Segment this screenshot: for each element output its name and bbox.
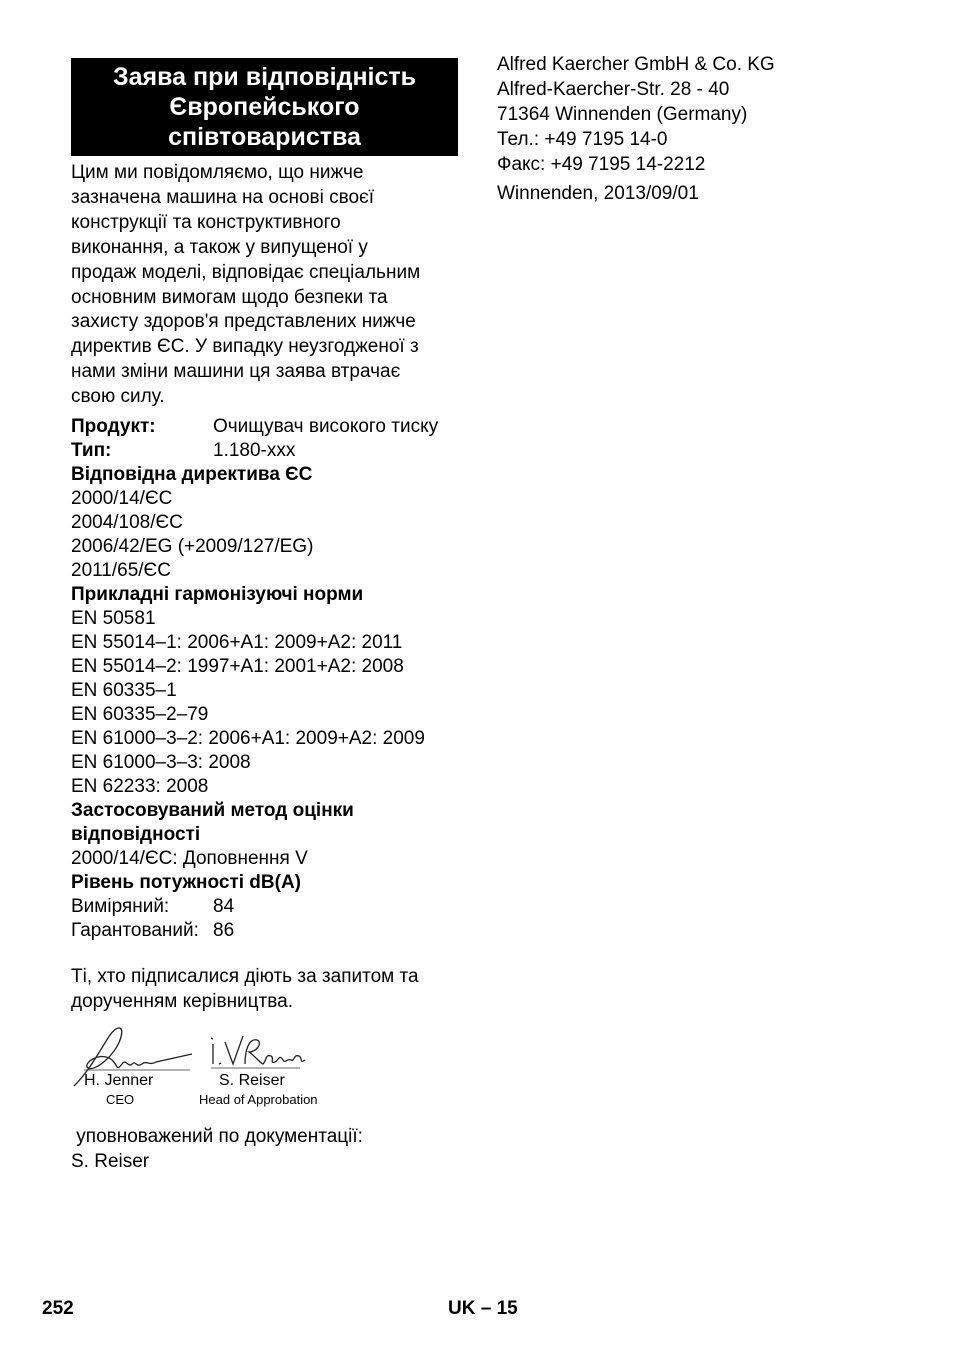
- guaranteed-row: [71, 919, 466, 943]
- standard-item: EN 55014–2: 1997+A1: 2001+A2: 2008: [71, 656, 404, 678]
- conformity-value: 2000/14/ЄС: Доповнення V: [71, 848, 308, 870]
- standard-item: EN 62233: 2008: [71, 776, 209, 798]
- measured-label: Виміряний:: [71, 896, 170, 918]
- product-row: [71, 415, 466, 439]
- intro-line: продаж моделі, відповідає спеціальним: [71, 261, 421, 283]
- closing-paragraph: [71, 964, 466, 1014]
- signature-name-reiser: S. Reiser: [219, 1072, 285, 1089]
- product-value: Очищувач високого тиску: [213, 416, 439, 438]
- guaranteed-value: 86: [213, 920, 235, 942]
- guaranteed-label: Гарантований:: [71, 920, 199, 942]
- signature-name-jenner: H. Jenner: [84, 1072, 154, 1089]
- intro-line: нами зміни машини ця заява втрачає: [71, 361, 401, 383]
- page-number: 252: [42, 1298, 74, 1319]
- standard-item: EN 61000–3–2: 2006+A1: 2009+A2: 2009: [71, 728, 425, 750]
- conformity-heading-1: Застосовуваний метод оцінки: [71, 800, 354, 822]
- standard-item: EN 60335–2–79: [71, 704, 209, 726]
- directive-item: 2011/65/ЄС: [71, 560, 171, 582]
- intro-paragraph: [71, 161, 466, 410]
- conformity-heading-2: відповідності: [71, 824, 201, 846]
- title-line-1: Заява при відповідність: [112, 63, 417, 91]
- directive-item: 2006/42/EG (+2009/127/EG): [71, 536, 314, 558]
- sound-heading: Рівень потужності dB(A): [71, 872, 302, 894]
- title-line-3: співтовариства: [168, 123, 361, 151]
- standards-heading: Прикладні гармонізуючі норми: [71, 584, 364, 606]
- closing-line: Ті, хто підписалися діють за запитом та: [71, 966, 419, 988]
- company-line: 71364 Winnenden (Germany): [497, 104, 748, 125]
- standard-item: EN 60335–1: [71, 680, 177, 702]
- company-line: Тел.: +49 7195 14-0: [497, 129, 668, 150]
- type-value: 1.180-xxx: [213, 440, 296, 462]
- intro-line: зазначена машина на основі своєї: [71, 186, 375, 208]
- intro-line: виконання, а також у випущеної у: [71, 236, 368, 258]
- directives-heading: Відповідна директива ЄС: [71, 464, 313, 486]
- type-row: [71, 439, 466, 463]
- doc-resp-name: S. Reiser: [71, 1151, 150, 1172]
- signature-reiser: [205, 1030, 310, 1072]
- intro-line: захисту здоров'я представлених нижче: [71, 311, 416, 333]
- place-date: Winnenden, 2013/09/01: [497, 183, 699, 204]
- signature-role-reiser: Head of Approbation: [199, 1092, 318, 1107]
- documentation-responsible: [71, 1124, 363, 1174]
- intro-line: директив ЄС. У випадку неузгодженої з: [71, 336, 419, 358]
- directive-item: 2000/14/ЄС: [71, 488, 173, 510]
- measured-row: [71, 895, 466, 919]
- type-label: Тип:: [71, 440, 112, 462]
- signature-role-jenner: CEO: [106, 1092, 135, 1107]
- intro-line: Цим ми повідомляємо, що нижче: [71, 162, 364, 183]
- directive-item: 2004/108/ЄС: [71, 512, 183, 534]
- standard-item: EN 55014–1: 2006+A1: 2009+A2: 2011: [71, 632, 403, 654]
- company-line: Alfred Kaercher GmbH & Co. KG: [497, 54, 775, 75]
- section-number: UK – 15: [448, 1298, 518, 1319]
- declaration-body: [71, 161, 466, 1014]
- measured-value: 84: [213, 896, 235, 918]
- intro-line: свою силу.: [71, 386, 165, 408]
- product-label: Продукт:: [71, 416, 156, 438]
- intro-line: основним вимогам щодо безпеки та: [71, 286, 388, 308]
- company-line: Alfred-Kaercher-Str. 28 - 40: [497, 79, 730, 100]
- intro-line: конструкції та конструктивного: [71, 211, 341, 233]
- standard-item: EN 61000–3–3: 2008: [71, 752, 251, 774]
- company-line: Факс: +49 7195 14-2212: [497, 154, 706, 175]
- closing-line: дорученням керівництва.: [71, 991, 293, 1013]
- title-line-2: Європейського: [169, 93, 360, 121]
- company-address: [497, 52, 917, 206]
- doc-resp-label: уповноважений по документації:: [71, 1126, 363, 1147]
- declaration-title: [71, 58, 458, 156]
- standard-item: EN 50581: [71, 608, 156, 630]
